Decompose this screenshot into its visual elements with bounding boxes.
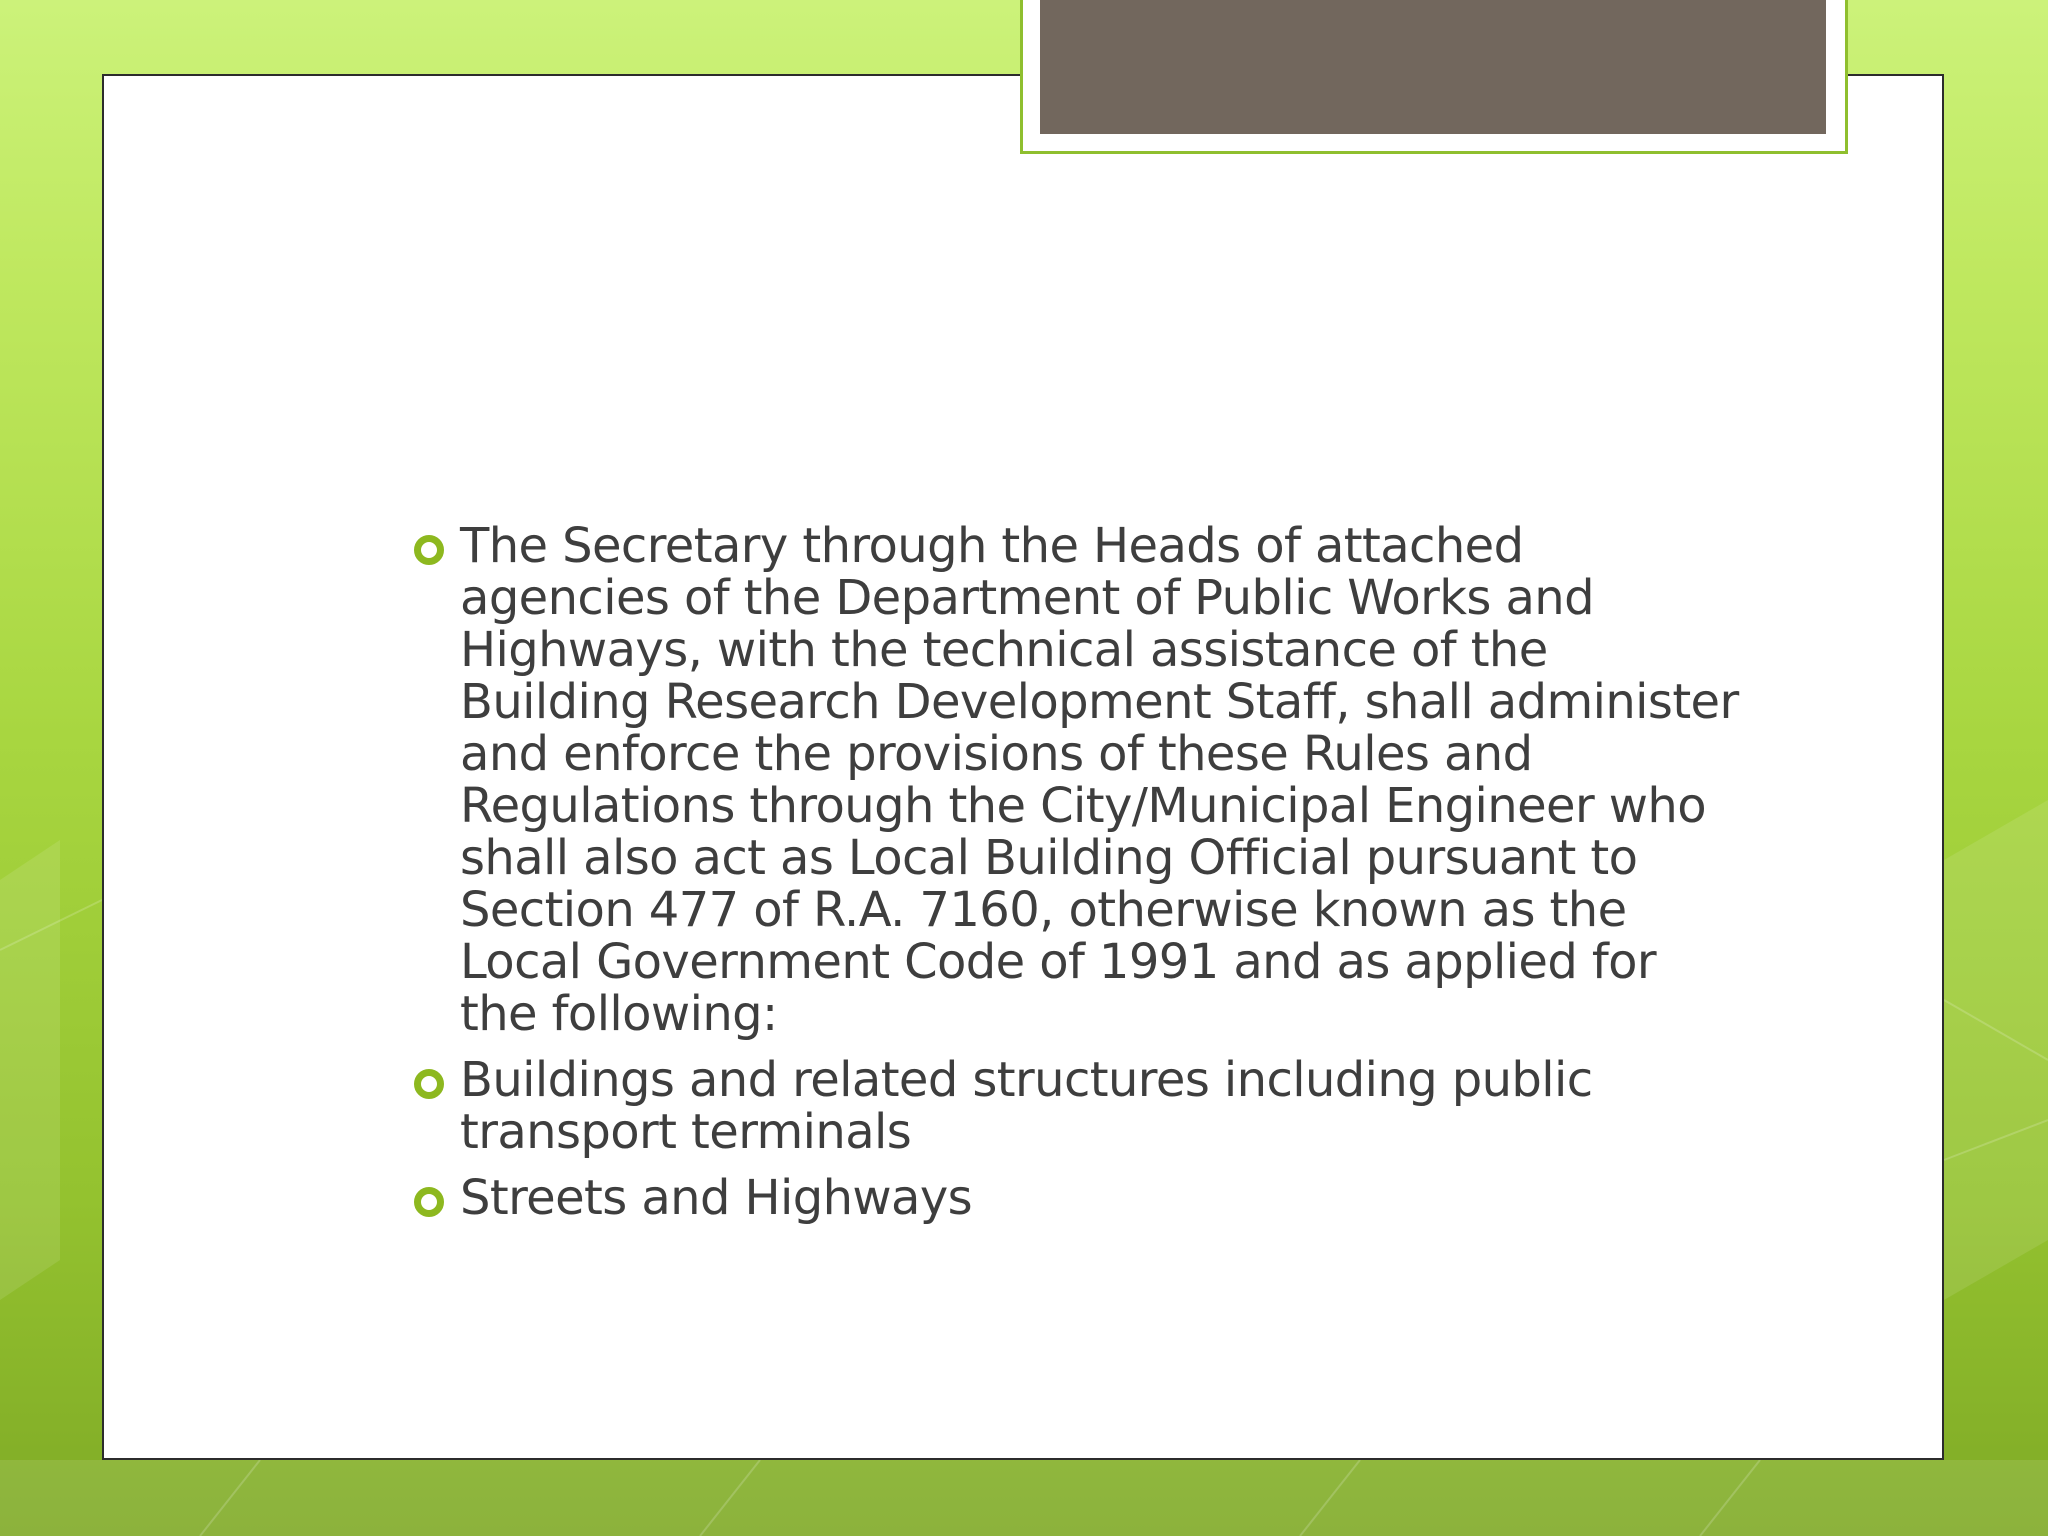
circle-bullet-icon	[414, 535, 444, 565]
title-placeholder	[1040, 0, 1826, 134]
bullet-item-1	[410, 520, 1740, 1040]
bullet-item-3	[410, 1172, 1740, 1224]
bullet-list	[410, 520, 1740, 1238]
circle-bullet-icon	[414, 1187, 444, 1217]
bullet-text-2: Buildings and related structures including public transport terminals	[460, 1052, 1593, 1160]
bullet-item-2	[410, 1054, 1740, 1158]
circle-bullet-icon	[414, 1069, 444, 1099]
bullet-text-3: Streets and Highways	[460, 1170, 973, 1226]
bullet-text-1: The Secretary through the Heads of attached agencies of the Department of Public Works and Highways, with the technical assistance of the Building Research Development Staff, shall administer and enforce the provisions of these Rules and Regulations through the City/Municipal Engineer who shall also act as Local Building Official pursuant to Section 477 of R.A. 7160, otherwise known as the Local Government Code of 1991 and as applied for the following:	[460, 518, 1739, 1042]
